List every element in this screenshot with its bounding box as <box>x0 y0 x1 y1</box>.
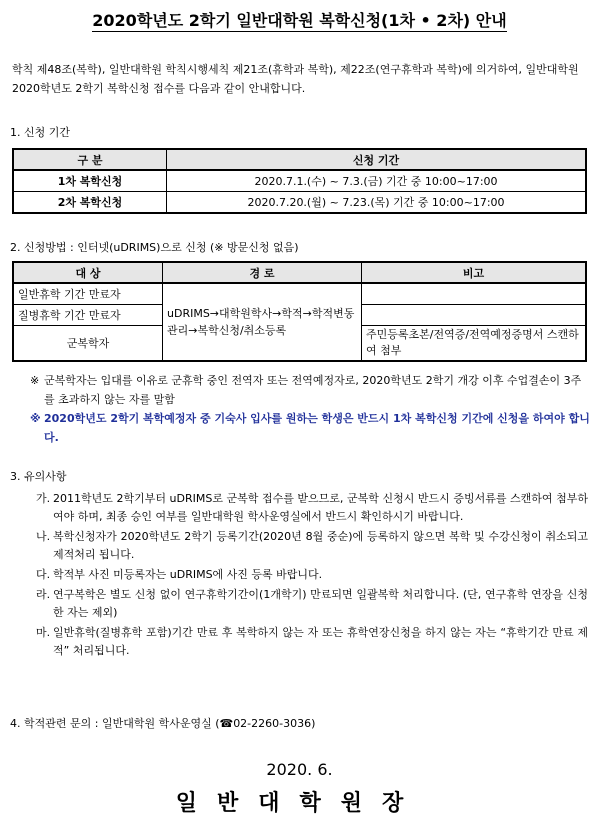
signature: 일반대학원장 <box>175 791 424 816</box>
section2-heading: 2. 신청방법 : 인터넷(uDRIMS)으로 신청 (※ 방문신청 없음) <box>10 241 299 254</box>
application-period-table <box>12 148 587 214</box>
header-period: 신청 기간 <box>167 149 587 170</box>
round-period: 2020.7.20.(월) ~ 7.23.(목) 기간 중 10:00~17:00 <box>167 192 587 214</box>
round-label: 1차 복학신청 <box>13 170 167 192</box>
header-category: 구 분 <box>13 149 167 170</box>
list-item: 마. 일반휴학(질병휴학 포함)기간 만료 후 복학하지 않는 자 또는 휴학연장신청을 하지 않는 자는 “휴학기간 만료 제적” 처리됩니다. <box>36 626 588 657</box>
note-text: 군복학자는 입대를 이유로 군휴학 중인 전역자 또는 전역예정자로, 2020학년도 2학기 개강 이후 수업결손이 3주를 초과하지 않는 자를 말함 <box>44 374 582 406</box>
target-cell: 질병휴학 기간 만료자 <box>13 305 163 326</box>
header-remark: 비고 <box>362 262 587 283</box>
header-target: 대 상 <box>13 262 163 283</box>
list-item: 가. 2011학년도 2학기부터 uDRIMS로 군복학 접수를 받으므로, 군복학 신청시 반드시 증빙서류를 스캔하여 첨부하여야 하며, 최종 승인 여부를 일반대학원 학사운영실에서 반드시 확인하시기 바랍니다. <box>36 492 588 523</box>
remark-cell-empty <box>362 283 587 305</box>
issue-date: 2020. 6. <box>266 760 333 779</box>
target-cell: 일반휴학 기간 만료자 <box>13 283 163 305</box>
round-period: 2020.7.1.(수) ~ 7.3.(금) 기간 중 10:00~17:00 <box>167 170 587 192</box>
route-cell: uDRIMS→대학원학사→학적→학적변동관리→복학신청/취소등록 <box>163 283 362 361</box>
note-highlight <box>30 409 590 447</box>
header-route: 경 로 <box>163 262 362 283</box>
caution-list <box>36 490 588 662</box>
note <box>30 371 590 409</box>
table-row <box>13 170 586 192</box>
section4-contact: 4. 학적관련 문의 : 일반대학원 학사운영실 (☎02-2260-3036) <box>10 717 316 730</box>
note-mark: ※ <box>30 412 41 425</box>
target-cell: 군복학자 <box>13 326 163 362</box>
note-text: 2020학년도 2학기 복학예정자 중 기숙사 입사를 원하는 학생은 반드시 1차 복학신청 기간에 신청을 하여야 합니다. <box>44 412 590 444</box>
table-row <box>13 192 586 214</box>
note-mark: ※ <box>30 374 40 387</box>
round-label: 2차 복학신청 <box>13 192 167 214</box>
application-method-table <box>12 261 587 362</box>
intro-paragraph: 학칙 제48조(복학), 일반대학원 학칙시행세칙 제21조(휴학과 복학), 제22조(연구휴학과 복학)에 의거하여, 일반대학원 2020학년도 2학기 복학신청 접수를 다음과 같이 안내합니다. <box>12 63 579 95</box>
list-item: 라. 연구복학은 별도 신청 없이 연구휴학기간이(1개학기) 만료되면 일괄복학 처리합니다. (단, 연구휴학 연장을 신청한 자는 제외) <box>36 588 588 619</box>
list-item: 나. 복학신청자가 2020학년도 2학기 등록기간(2020년 8월 중순)에 등록하지 않으면 복학 및 수강신청이 취소되고 제적처리 됩니다. <box>36 530 588 561</box>
notes <box>30 371 590 447</box>
table-row <box>13 283 586 305</box>
section1-heading: 1. 신청 기간 <box>10 126 70 139</box>
page-title: 2020학년도 2학기 일반대학원 복학신청(1차 • 2차) 안내 <box>92 11 507 30</box>
remark-cell: 주민등록초본/전역증/전역예정증명서 스캔하여 첨부 <box>362 326 587 362</box>
section3-heading: 3. 유의사항 <box>10 470 67 483</box>
list-item: 다. 학적부 사진 미등록자는 uDRIMS에 사진 등록 바랍니다. <box>36 568 323 581</box>
remark-cell-empty <box>362 305 587 326</box>
